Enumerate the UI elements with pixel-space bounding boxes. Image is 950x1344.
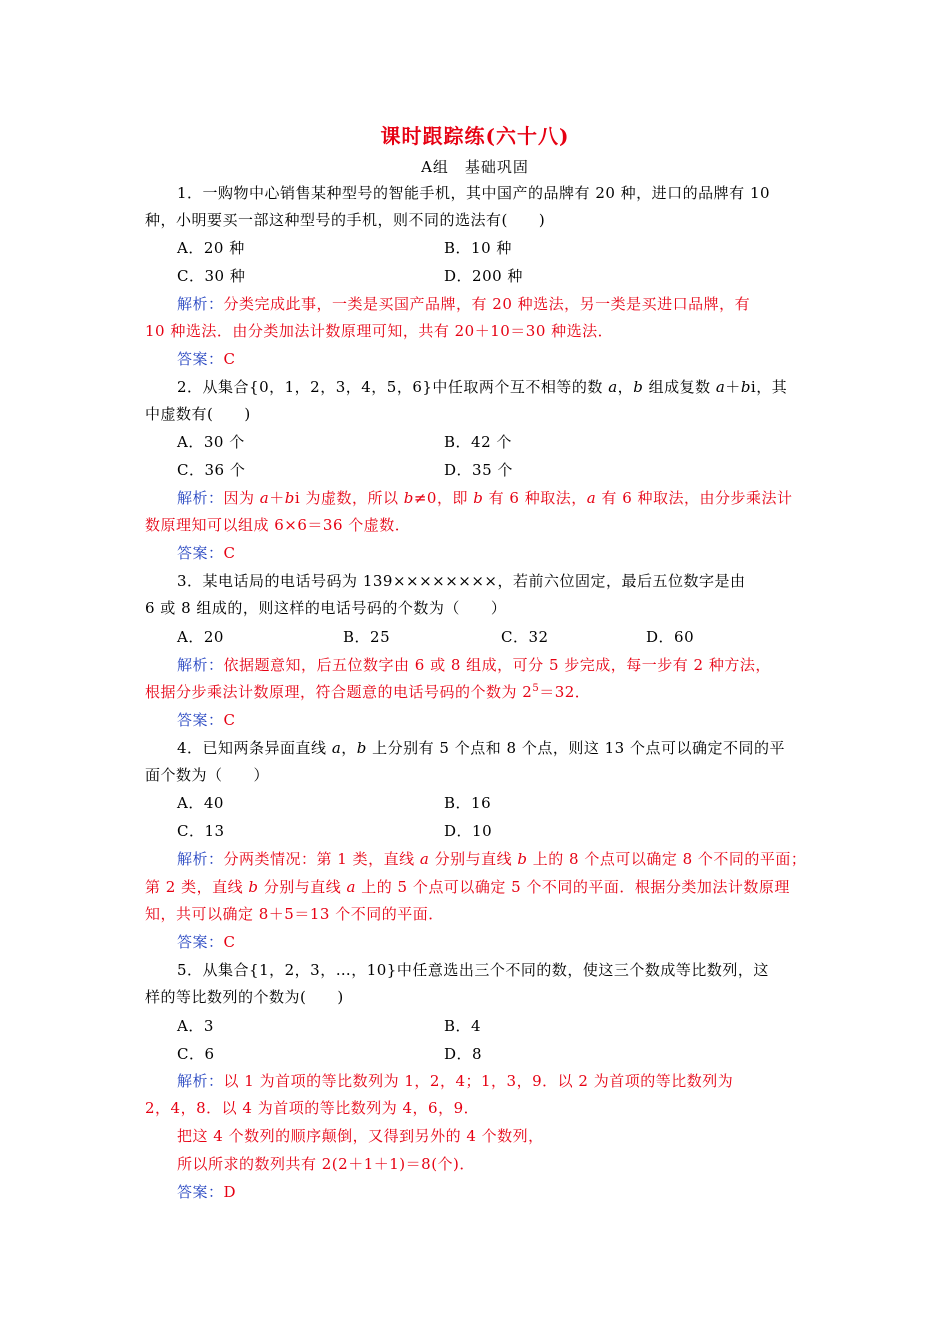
imaginary-unit: i xyxy=(294,489,301,507)
question-2-option-b: B．42 个 xyxy=(444,433,512,451)
question-3-analysis-line-2 xyxy=(145,681,590,702)
question-3-option-d: D．60 xyxy=(646,628,695,646)
question-3-option-b: B．25 xyxy=(343,628,391,646)
variable-a: a xyxy=(346,878,356,896)
analysis-text: ＝32． xyxy=(539,683,591,701)
question-1-option-d: D．200 种 xyxy=(444,267,523,285)
question-4-option-b: B．16 xyxy=(444,794,492,812)
question-4-option-c: C．13 xyxy=(177,822,225,840)
page-title: 课时跟踪练(六十八) xyxy=(380,124,570,148)
question-2-analysis-line-1 xyxy=(177,487,793,508)
question-2-option-c: C．36 个 xyxy=(177,461,246,479)
question-5-line-2: 样的等比数列的个数为( ) xyxy=(145,988,344,1006)
variable-b: b xyxy=(284,489,295,507)
answer-value: D xyxy=(223,1183,237,1201)
analysis-label: 解析： xyxy=(177,656,224,674)
plus-sign: ＋ xyxy=(725,378,741,396)
question-1-line-2: 种，小明要买一部这种型号的手机，则不同的选法有( ) xyxy=(145,211,546,229)
analysis-text: 分两类情况：第 1 类，直线 xyxy=(223,850,420,868)
question-4-text-a: 4．已知两条异面直线 xyxy=(177,739,332,757)
analysis-text: 有 6 种取法， xyxy=(483,489,587,507)
question-5-line-1: 5．从集合{1，2，3，…，10}中任意选出三个不同的数，使这三个数成等比数列，这 xyxy=(177,961,769,979)
answer-label: 答案： xyxy=(177,711,224,729)
variable-b: b xyxy=(740,378,751,396)
question-4-option-d: D．10 xyxy=(444,822,493,840)
question-1-line-1: 1．一购物中心销售某种型号的智能手机，其中国产的品牌有 20 种，进口的品牌有 10 xyxy=(177,184,771,202)
analysis-label: 解析： xyxy=(177,295,224,313)
analysis-text: 分类完成此事，一类是买国产品牌，有 20 种选法，另一类是买进口品牌，有 xyxy=(223,295,751,313)
variable-b: b xyxy=(633,378,644,396)
variable-b: b xyxy=(403,489,414,507)
question-5-answer xyxy=(177,1181,236,1202)
question-4-analysis-line-2 xyxy=(145,876,790,897)
analysis-label: 解析： xyxy=(177,1072,224,1090)
analysis-label: 解析： xyxy=(177,850,224,868)
answer-value: C xyxy=(223,933,236,951)
imaginary-unit: i xyxy=(750,378,757,396)
question-5-analysis-line-2: 2，4，8．以 4 为首项的等比数列为 4，6，9． xyxy=(145,1099,480,1117)
exponent: 5 xyxy=(532,683,540,694)
variable-b: b xyxy=(356,739,367,757)
question-2-option-a: A．30 个 xyxy=(177,433,245,451)
question-2-option-d: D．35 个 xyxy=(444,461,513,479)
question-4-option-a: A．40 xyxy=(177,794,224,812)
question-4-line-2: 面个数为（ ） xyxy=(145,766,270,784)
analysis-text: 分别与直线 xyxy=(429,850,518,868)
variable-b: b xyxy=(248,878,259,896)
variable-a: a xyxy=(715,378,726,396)
question-2-line-2: 中虚数有( ) xyxy=(145,405,251,423)
separator: ， xyxy=(617,378,634,396)
analysis-label: 解析： xyxy=(177,489,224,507)
variable-a: a xyxy=(608,378,618,396)
answer-value: C xyxy=(223,544,236,562)
separator: ， xyxy=(341,739,357,757)
analysis-text: ≠0，即 xyxy=(413,489,474,507)
answer-value: C xyxy=(223,350,236,368)
question-2-text-b: 组成复数 xyxy=(643,378,716,396)
analysis-text: 分别与直线 xyxy=(258,878,347,896)
question-5-option-d: D．8 xyxy=(444,1045,483,1063)
question-3-analysis-line-1 xyxy=(177,654,771,675)
question-5-analysis-line-3: 把这 4 个数列的顺序颠倒，又得到另外的 4 个数列， xyxy=(177,1127,544,1145)
question-5-option-a: A．3 xyxy=(177,1017,214,1035)
analysis-text: 上的 8 个点可以确定 8 个不同的平面； xyxy=(527,850,807,868)
question-1-analysis-line-1 xyxy=(177,293,750,314)
question-5-option-c: C．6 xyxy=(177,1045,215,1063)
question-3-option-a: A．20 xyxy=(177,628,224,646)
answer-label: 答案： xyxy=(177,933,224,951)
plus-sign: ＋ xyxy=(269,489,285,507)
question-5-analysis-line-1 xyxy=(177,1070,733,1091)
variable-a: a xyxy=(586,489,597,507)
analysis-text: 根据分步乘法计数原理，符合题意的电话号码的个数为 2 xyxy=(145,683,533,701)
question-4-line-1 xyxy=(177,737,785,758)
answer-value: C xyxy=(223,711,236,729)
question-4-analysis-line-3: 知，共可以确定 8＋5＝13 个不同的平面． xyxy=(145,905,444,923)
question-1-option-b: B．10 种 xyxy=(444,239,512,257)
analysis-text: 上的 5 个点可以确定 5 个不同的平面．根据分类加法计数原理 xyxy=(355,878,790,896)
question-2-answer xyxy=(177,542,236,563)
analysis-text: 依据题意知，后五位数字由 6 或 8 组成，可分 5 步完成，每一步有 2 种方法， xyxy=(223,656,771,674)
variable-b: b xyxy=(473,489,484,507)
question-2-analysis-line-2: 数原理知可以组成 6×6＝36 个虚数． xyxy=(145,516,411,534)
answer-label: 答案： xyxy=(177,1183,224,1201)
variable-a: a xyxy=(419,850,430,868)
answer-label: 答案： xyxy=(177,350,224,368)
answer-label: 答案： xyxy=(177,544,224,562)
question-2-text-a: 2．从集合{0，1，2，3，4，5，6}中任取两个互不相等的数 xyxy=(177,378,609,396)
question-1-option-c: C．30 种 xyxy=(177,267,246,285)
question-4-answer xyxy=(177,931,236,952)
question-3-line-2: 6 或 8 组成的，则这样的电话号码的个数为（ ） xyxy=(145,599,507,617)
analysis-text: 有 6 种取法，由分步乘法计 xyxy=(596,489,793,507)
section-subtitle: A组 基础巩固 xyxy=(421,158,529,176)
question-5-option-b: B．4 xyxy=(444,1017,482,1035)
analysis-text: 为虚数，所以 xyxy=(300,489,404,507)
question-2-text-c: ，其 xyxy=(756,378,788,396)
analysis-text: 第 2 类，直线 xyxy=(145,878,249,896)
question-4-analysis-line-1 xyxy=(177,848,806,869)
variable-a: a xyxy=(259,489,270,507)
question-3-line-1: 3．某电话局的电话号码为 139××××××××，若前六位固定，最后五位数字是由 xyxy=(177,572,746,590)
analysis-text: 以 1 为首项的等比数列为 1，2，4；1，3，9．以 2 为首项的等比数列为 xyxy=(223,1072,734,1090)
analysis-text: 因为 xyxy=(223,489,260,507)
question-3-answer xyxy=(177,709,236,730)
question-1-option-a: A．20 种 xyxy=(177,239,245,257)
question-4-text-b: 上分别有 5 个点和 8 个点，则这 13 个点可以确定不同的平 xyxy=(366,739,785,757)
question-1-analysis-line-2: 10 种选法．由分类加法计数原理可知，共有 20＋10＝30 种选法． xyxy=(145,322,614,340)
variable-b: b xyxy=(517,850,528,868)
question-5-analysis-line-4: 所以所求的数列共有 2(2＋1＋1)＝8(个)． xyxy=(177,1155,475,1173)
variable-a: a xyxy=(331,739,342,757)
question-2-line-1 xyxy=(177,376,787,397)
question-1-answer xyxy=(177,348,236,369)
question-3-option-c: C．32 xyxy=(501,628,549,646)
